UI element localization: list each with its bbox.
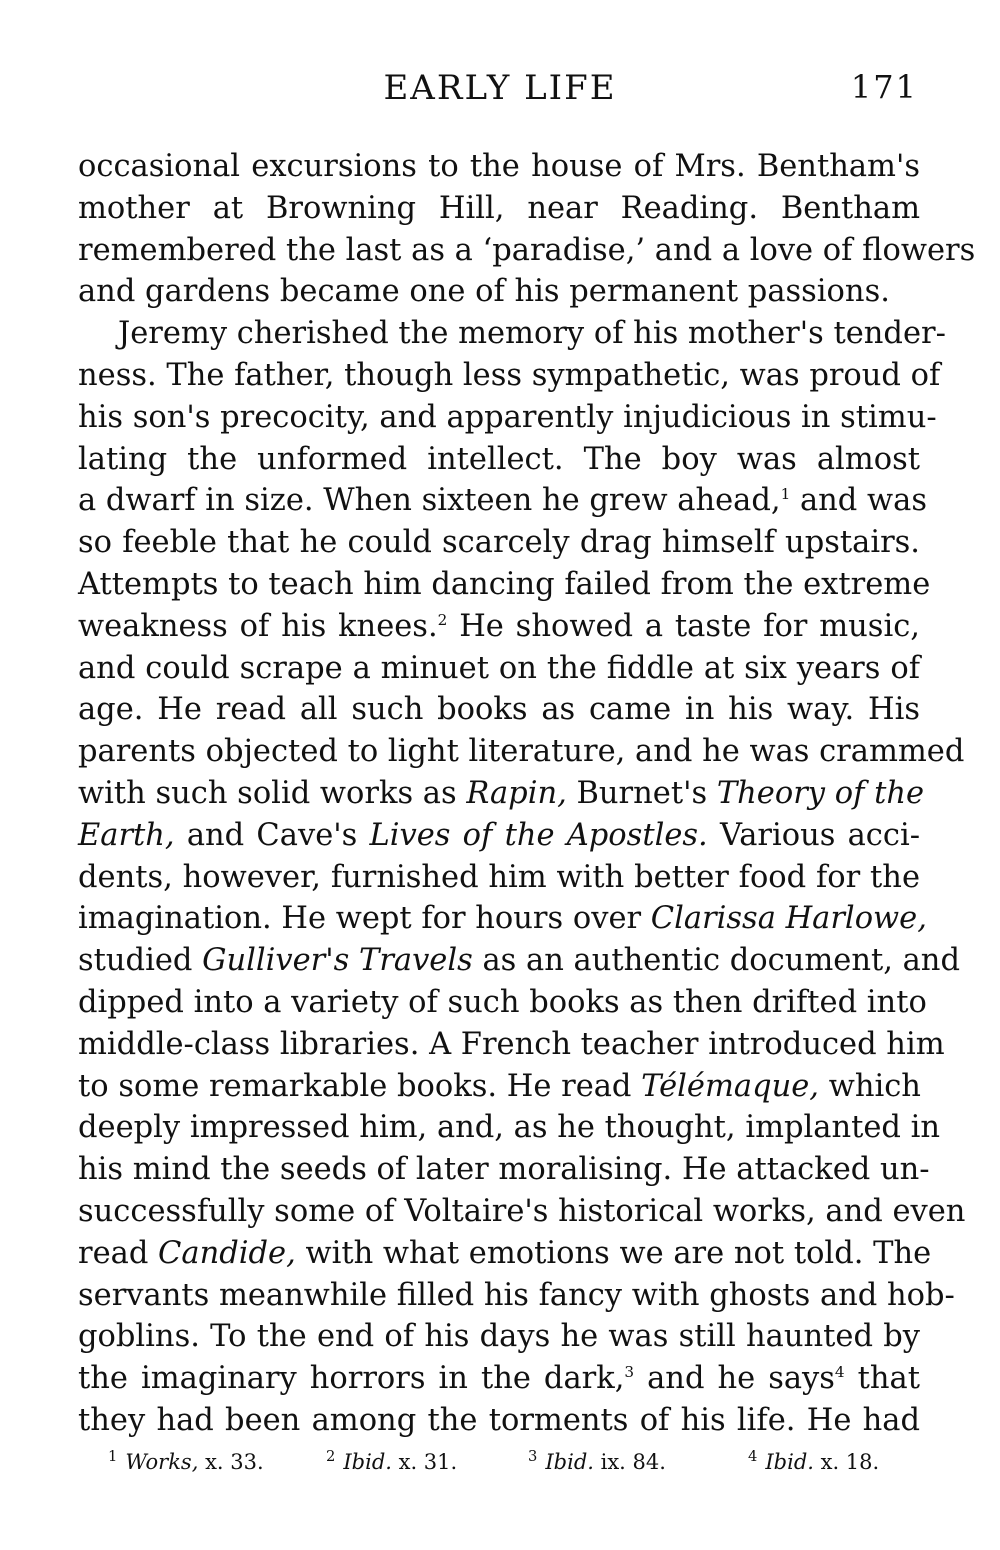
- footnote-marker: 2: [437, 610, 448, 629]
- text-line: with such solid works as Rapin, Burnet's Theory of the: [78, 775, 925, 811]
- footnote: $^4$ Ibid. x. 18.: [748, 1448, 880, 1474]
- text-line: Earth, and Cave's Lives of the Apostles. Various acci-: [78, 817, 921, 853]
- text-line: age. He read all such books as came in his way. His: [78, 692, 920, 728]
- text-line: read Candide, with what emotions we are not told. The: [78, 1235, 932, 1271]
- text-line: occasional excursions to the house of Mrs. Bentham's: [78, 149, 920, 184]
- book-title: Clarissa Harlowe,: [650, 901, 927, 937]
- book-title: Lives of the Apostles.: [369, 817, 708, 853]
- text-line: they had been among the torments of his life. He had: [78, 1402, 920, 1438]
- text-line: parents objected to light literature, and he was crammed: [78, 734, 965, 770]
- footnote-marker: 4: [834, 1362, 845, 1381]
- footnote-marker: 3: [624, 1362, 635, 1381]
- text-line: dents, however, furnished him with better food for the: [78, 859, 920, 895]
- text-line: imagination. He wept for hours over Clarissa Harlowe,: [78, 901, 927, 937]
- text-line: the imaginary horrors in the dark,$^3$ and he says$^4$ that: [78, 1361, 920, 1397]
- book-title: Candide,: [158, 1235, 296, 1271]
- text-line: lating the unformed intellect. The boy was almost: [78, 441, 920, 477]
- text-line: mother at Browning Hill, near Reading. Bentham: [78, 190, 920, 226]
- text-line: remembered the last as a ‘paradise,’ and a love of flowers: [78, 232, 976, 268]
- page-number: 171: [850, 68, 918, 106]
- text-line: goblins. To the end of his days he was still haunted by: [78, 1319, 920, 1355]
- footnote: $^2$ Ibid. x. 31.: [326, 1448, 458, 1474]
- book-title: Gulliver's Travels: [202, 943, 473, 979]
- text-line: servants meanwhile filled his fancy with ghosts and hob-: [78, 1277, 955, 1313]
- text-line: deeply impressed him, and, as he thought, implanted in: [78, 1110, 941, 1146]
- text-line: middle-class libraries. A French teacher introduced him: [78, 1026, 945, 1062]
- footnote: $^3$ Ibid. ix. 84.: [528, 1448, 666, 1474]
- text-line: Jeremy cherished the memory of his mother's tender-: [118, 316, 946, 352]
- running-title: EARLY LIFE: [383, 68, 617, 108]
- text-line: his mind the seeds of later moralising. He attacked un-: [78, 1152, 930, 1188]
- text-line: successfully some of Voltaire's historical works, and even: [78, 1193, 966, 1229]
- text-line: a dwarf in size. When sixteen he grew ahead,$^1$ and was: [78, 483, 927, 519]
- book-title: Rapin,: [466, 775, 567, 811]
- book-title: Theory of the: [716, 775, 925, 811]
- book-title: Earth,: [78, 817, 175, 853]
- text-line: to some remarkable books. He read Télémaque, which: [78, 1068, 921, 1104]
- text-line: Attempts to teach him dancing failed from the extreme: [78, 566, 931, 602]
- book-title: Télémaque,: [641, 1068, 820, 1104]
- text-line: so feeble that he could scarcely drag himself upstairs.: [78, 525, 920, 561]
- text-line: and could scrape a minuet on the fiddle at six years of: [78, 650, 920, 686]
- text-line: ness. The father, though less sympathetic, was proud of: [78, 357, 941, 393]
- text-line: dipped into a variety of such books as then drifted into: [78, 984, 927, 1020]
- footnote-marker: 1: [780, 485, 791, 504]
- text-line: studied Gulliver's Travels as an authentic document, and: [78, 943, 960, 979]
- text-line: his son's precocity, and apparently injudicious in stimu-: [78, 399, 937, 435]
- text-line: and gardens became one of his permanent passions.: [78, 274, 890, 310]
- body-text: [78, 146, 976, 1442]
- text-line: weakness of his knees.$^2$ He showed a taste for music,: [78, 608, 920, 644]
- footnote: $^1$ Works, x. 33.: [108, 1448, 264, 1474]
